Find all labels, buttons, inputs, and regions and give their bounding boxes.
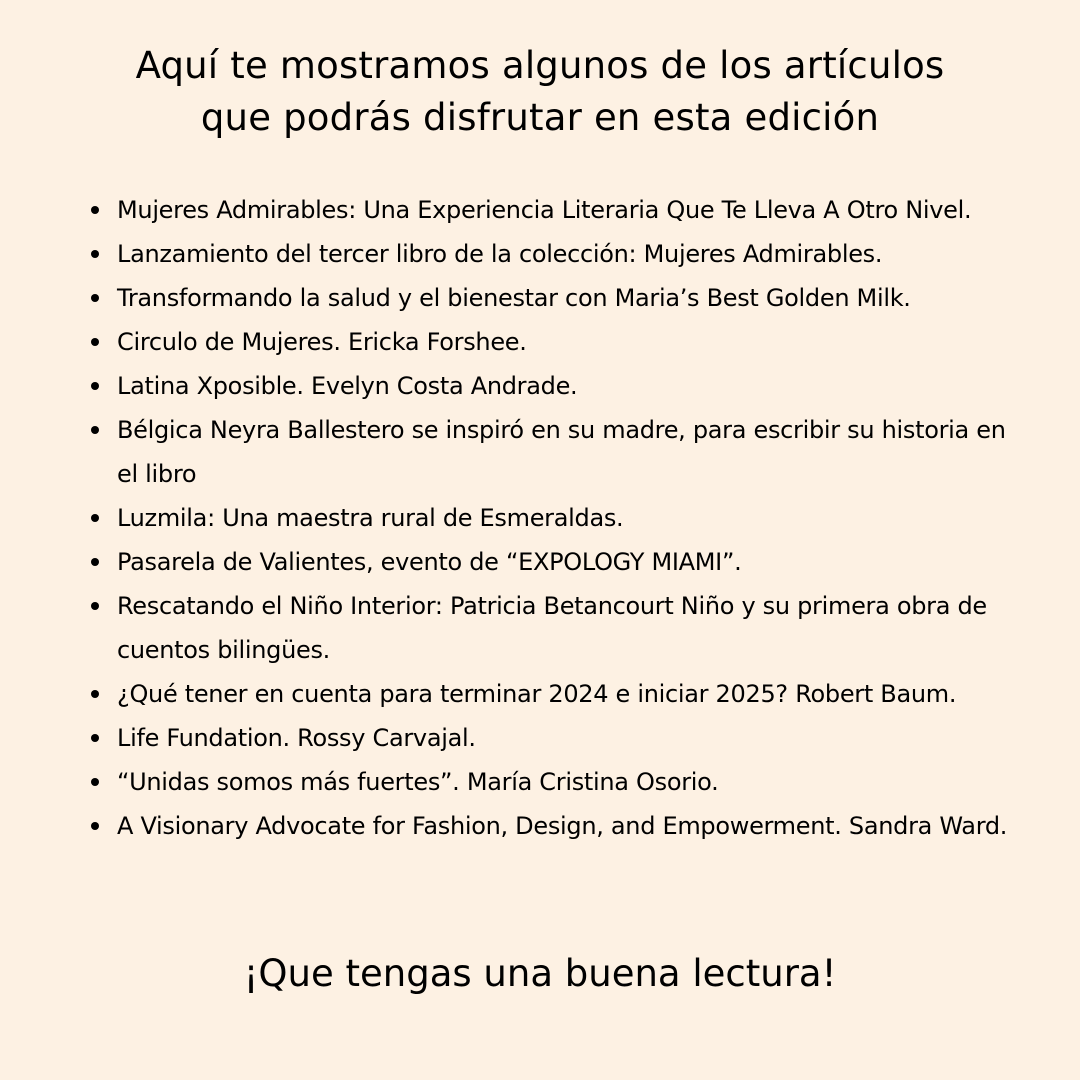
article-item (0, 584, 1080, 672)
bullet-icon (91, 294, 99, 302)
bullet-icon (91, 426, 99, 434)
bullet-icon (91, 734, 99, 742)
bullet-icon (91, 382, 99, 390)
bullet-icon (91, 338, 99, 346)
page-heading (0, 40, 1080, 144)
article-text: Lanzamiento del tercer libro de la colección: Mujeres Admirables. (117, 240, 883, 268)
article-item (0, 716, 1080, 760)
article-item (0, 188, 1080, 232)
article-text: Bélgica Neyra Ballestero se inspiró en su madre, para escribir su historia en el libro (117, 416, 1006, 488)
articles-list (0, 188, 1080, 848)
article-item (0, 540, 1080, 584)
bullet-icon (91, 778, 99, 786)
heading-line-2: que podrás disfrutar en esta edición (200, 96, 880, 139)
article-item (0, 408, 1080, 496)
bullet-icon (91, 514, 99, 522)
bullet-icon (91, 206, 99, 214)
article-text: Transformando la salud y el bienestar con Maria’s Best Golden Milk. (117, 284, 911, 312)
article-item (0, 804, 1080, 848)
bullet-icon (91, 602, 99, 610)
closing-message: ¡Que tengas una buena lectura! (243, 952, 837, 995)
bullet-icon (91, 558, 99, 566)
article-text: Mujeres Admirables: Una Experiencia Literaria Que Te Lleva A Otro Nivel. (117, 196, 972, 224)
article-text: Rescatando el Niño Interior: Patricia Betancourt Niño y su primera obra de cuentos bilingües. (117, 592, 987, 664)
article-text: Life Fundation. Rossy Carvajal. (117, 724, 476, 752)
article-text: A Visionary Advocate for Fashion, Design, and Empowerment. Sandra Ward. (117, 812, 1008, 840)
article-item (0, 364, 1080, 408)
article-item (0, 276, 1080, 320)
bullet-icon (91, 822, 99, 830)
bullet-icon (91, 250, 99, 258)
bullet-icon (91, 690, 99, 698)
article-item (0, 760, 1080, 804)
article-text: Pasarela de Valientes, evento de “EXPOLOGY MIAMI”. (117, 548, 742, 576)
article-text: Luzmila: Una maestra rural de Esmeraldas. (117, 504, 624, 532)
article-item (0, 672, 1080, 716)
article-text: Circulo de Mujeres. Ericka Forshee. (117, 328, 527, 356)
article-text: Latina Xposible. Evelyn Costa Andrade. (117, 372, 578, 400)
heading-line-1: Aquí te mostramos algunos de los artículos (135, 44, 945, 87)
article-item (0, 320, 1080, 364)
article-item (0, 232, 1080, 276)
article-text: ¿Qué tener en cuenta para terminar 2024 e iniciar 2025? Robert Baum. (117, 680, 957, 708)
article-item (0, 496, 1080, 540)
article-text: “Unidas somos más fuertes”. María Cristina Osorio. (117, 768, 719, 796)
